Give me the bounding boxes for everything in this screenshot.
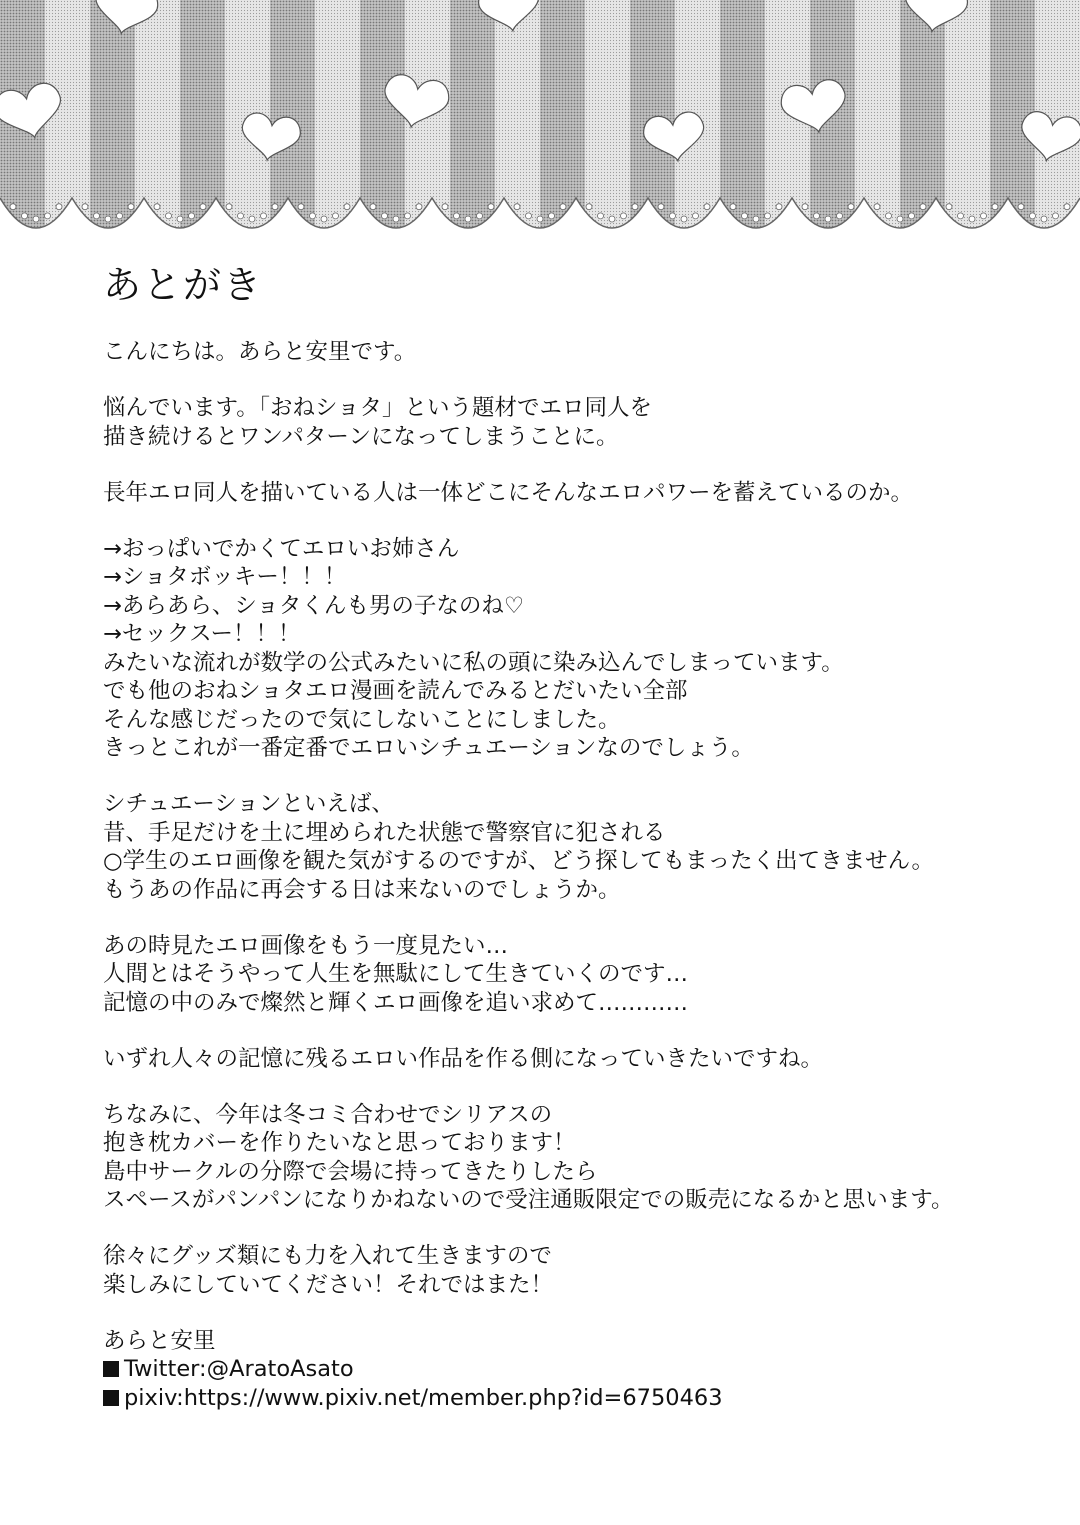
text-line: →おっぱいでかくてエロいお姉さん <box>103 535 460 562</box>
scallop-dot <box>920 204 926 210</box>
scallop-dot <box>370 204 376 210</box>
scallop-dot <box>154 204 160 210</box>
scallop-dot <box>333 213 339 219</box>
heart-stripe-pattern <box>0 0 1080 240</box>
text-line: いずれ人々の記憶に残るエロい作品を作る側になっていきたいですね。 <box>103 1045 824 1072</box>
text-line: でも他のおねショタエロ漫画を読んでみるとだいたい全部 <box>103 678 688 704</box>
scallop-dot <box>765 213 771 219</box>
scallop-dot <box>128 204 134 210</box>
text-line: 島中サークルの分際で会場に持ってきたりしたら <box>103 1158 598 1185</box>
text-line: ○学生のエロ画像を観た気がするのですが、どう探してもまったく出てきません。 <box>103 848 934 874</box>
scallop-dot <box>405 213 411 219</box>
scallop-dot <box>730 204 736 210</box>
page-title: あとがき <box>103 263 264 307</box>
text-line: 楽しみにしていてください！それではまた！ <box>103 1271 554 1298</box>
scallop-dot <box>1041 216 1047 222</box>
scallop-dot <box>549 213 555 219</box>
scallop-dot <box>166 213 172 219</box>
scallop-dot <box>992 204 998 210</box>
scallop-dot <box>526 213 532 219</box>
paragraph-aspiration <box>103 1045 1043 1074</box>
text-line: シチュエーションといえば、 <box>103 791 394 817</box>
scallop-dot <box>670 213 676 219</box>
scallop-dot <box>249 216 255 222</box>
scallop-dot <box>382 213 388 219</box>
scallop-dot <box>814 213 820 219</box>
text-line: 人間とはそうやって人生を無駄にして生きていくのです… <box>103 961 689 987</box>
text-line: 悩んでいます。「おねショタ」という題材でエロ同人を <box>103 395 653 421</box>
banner-stripe <box>945 0 990 240</box>
scallop-dot <box>742 213 748 219</box>
scallop-dot <box>598 213 604 219</box>
scallop-dot <box>1018 204 1024 210</box>
square-bullet-icon <box>103 1361 119 1377</box>
banner-stripe <box>450 0 495 240</box>
text-line: 徐々にグッズ類にも力を入れて生きますので <box>103 1243 552 1269</box>
scallop-dot <box>94 213 100 219</box>
text-line: みたいな流れが数学の公式みたいに私の頭に染み込んでしまっています。 <box>103 649 844 676</box>
scallop-dot <box>514 204 520 210</box>
scallop-dot <box>1053 213 1059 219</box>
scallop-dot <box>909 213 915 219</box>
scallop-dot <box>488 204 494 210</box>
scallop-dot <box>272 204 278 210</box>
text-line: →セックスー！！！ <box>103 621 301 647</box>
text-line: きっとこれが一番定番でエロいシチュエーションなのでしょう。 <box>103 735 754 761</box>
text-line: 描き続けるとワンパターンになってしまうことに。 <box>103 423 619 450</box>
scallop-dot <box>658 204 664 210</box>
signature-block <box>103 1327 1043 1413</box>
scallop-dot <box>825 216 831 222</box>
scallop-dot <box>802 204 808 210</box>
scallop-dot <box>177 216 183 222</box>
text-line: →あらあら、ショタくんも男の子なのね♡ <box>103 592 525 619</box>
text-line: 昔、手足だけを土に埋められた状態で警察官に犯される <box>103 819 666 846</box>
scallop-dot <box>704 204 710 210</box>
scallop-dot <box>1064 204 1070 210</box>
text-line: もうあの作品に再会する日は来ないのでしょうか。 <box>103 876 621 903</box>
paragraph-memory <box>103 932 1043 1018</box>
paragraph-question <box>103 479 1043 508</box>
scallop-dot <box>22 213 28 219</box>
scallop-dot <box>117 213 123 219</box>
scallop-dot <box>958 213 964 219</box>
scallop-dot <box>753 216 759 222</box>
scallop-dot <box>837 213 843 219</box>
scallop-dot <box>946 204 952 210</box>
scallop-dot <box>393 216 399 222</box>
scallop-dot <box>586 204 592 210</box>
paragraph-worry <box>103 394 1043 451</box>
scallop-dot <box>105 216 111 222</box>
banner-stripe <box>360 0 405 240</box>
paragraph-formula <box>103 535 1043 763</box>
square-bullet-icon <box>103 1390 119 1406</box>
scallop-dot <box>874 204 880 210</box>
afterword-content <box>103 258 1043 1440</box>
pixiv-line <box>103 1384 1043 1413</box>
scallop-dot <box>238 213 244 219</box>
scallop-dot <box>1030 213 1036 219</box>
scallop-dot <box>45 213 51 219</box>
scallop-dot <box>886 213 892 219</box>
text-line: 抱き枕カバーを作りたいなと思っております！ <box>103 1130 576 1156</box>
scallop-dot <box>33 216 39 222</box>
text-line: スペースがパンパンになりかねないので受注通販限定での販売になるかと思います。 <box>103 1187 954 1213</box>
scallop-dot <box>189 213 195 219</box>
scallop-dot <box>416 204 422 210</box>
banner-stripe <box>315 0 360 240</box>
scallop-dot <box>681 216 687 222</box>
scallop-dot <box>897 216 903 222</box>
scallop-dot <box>969 216 975 222</box>
text-line: ちなみに、今年は冬コミ合わせでシリアスの <box>103 1101 553 1128</box>
banner-stripe <box>90 0 135 240</box>
text-line: あの時見たエロ画像をもう一度見たい… <box>103 932 509 959</box>
pixiv-url: pixiv:https://www.pixiv.net/member.php?id=6750463 <box>124 1384 723 1411</box>
scallop-dot <box>693 213 699 219</box>
scallop-dot <box>609 216 615 222</box>
text-line: →ショタボッキー！！！ <box>103 564 347 590</box>
text-line: そんな感じだったので気にしないことにしました。 <box>103 706 621 733</box>
banner-stripe <box>720 0 765 240</box>
scallop-dot <box>776 204 782 210</box>
text-line: 長年エロ同人を描いている人は一体どこにそんなエロパワーを蓄えているのか。 <box>103 479 914 506</box>
scallop-dot <box>10 204 16 210</box>
scallop-dot <box>344 204 350 210</box>
paragraph-closing <box>103 1242 1043 1299</box>
paragraph-greeting <box>103 338 1043 367</box>
scallop-dot <box>848 204 854 210</box>
scallop-dot <box>632 204 638 210</box>
scallop-dot <box>537 216 543 222</box>
scallop-dot <box>560 204 566 210</box>
scallop-dot <box>56 204 62 210</box>
scallop-dot <box>82 204 88 210</box>
decorative-header-banner <box>0 0 1080 240</box>
scallop-dot <box>981 213 987 219</box>
paragraph-announcement <box>103 1101 1043 1215</box>
twitter-line <box>103 1355 1043 1384</box>
text-line: こんにちは。あらと安里です。 <box>103 339 417 365</box>
scallop-dot <box>465 216 471 222</box>
scallop-dot <box>454 213 460 219</box>
author-name: あらと安里 <box>103 1327 216 1354</box>
scallop-dot <box>261 213 267 219</box>
paragraph-situation <box>103 790 1043 904</box>
scallop-dot <box>310 213 316 219</box>
scallop-dot <box>200 204 206 210</box>
scallop-dot <box>477 213 483 219</box>
scallop-dot <box>442 204 448 210</box>
scallop-dot <box>298 204 304 210</box>
banner-stripe <box>585 0 630 240</box>
scallop-dot <box>321 216 327 222</box>
text-line: 記憶の中のみで燦然と輝くエロ画像を追い求めて………… <box>103 989 689 1016</box>
scallop-dot <box>226 204 232 210</box>
twitter-handle: Twitter:@AratoAsato <box>124 1356 354 1382</box>
scallop-dot <box>621 213 627 219</box>
